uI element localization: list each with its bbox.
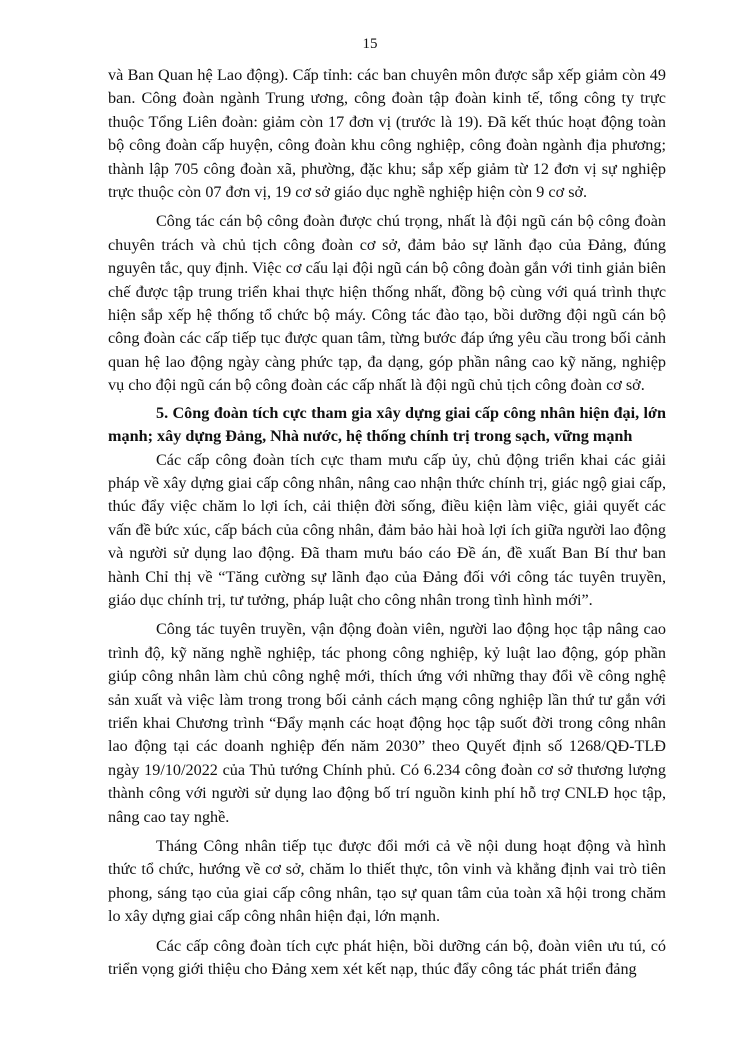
paragraph-staff-work: Công tác cán bộ công đoàn được chú trọng, nhất là đội ngũ cán bộ công đoàn chuyên trách và chủ tịch công đoàn cơ sở, đảm bảo sự lãnh đạo của Đảng, đúng nguyên tắc, quy định. Việc cơ cấu lại đội ngũ cán bộ công đoàn gắn với tinh giản biên chế được tập trung triển khai thực hiện thống nhất, đồng bộ cùng với quá trình thực hiện sắp xếp hệ thống tổ chức bộ máy. Công tác đào tạo, bồi dưỡng đội ngũ cán bộ công đoàn các cấp tiếp tục được quan tâm, từng bước đáp ứng yêu cầu trong bối cảnh quan hệ lao động ngày càng phức tạp, đa dạng, góp phần nâng cao kỹ năng, nghiệp vụ cho đội ngũ cán bộ công đoàn các cấp nhất là đội ngũ chủ tịch công đoàn cơ sở. <box>108 212 666 395</box>
paragraph-party-development: Các cấp công đoàn tích cực phát hiện, bồi dưỡng cán bộ, đoàn viên ưu tú, có triển vọng giới thiệu cho Đảng xem xét kết nạp, thúc đẩy công tác phát triển đảng <box>108 936 666 979</box>
paragraph-advisory: Các cấp công đoàn tích cực tham mưu cấp ủy, chủ động triển khai các giải pháp về xây dựng giai cấp công nhân, nâng cao nhận thức chính trị, giác ngộ giai cấp, thúc đẩy việc chăm lo lợi ích, cải thiện đời sống, điều kiện làm việc, giải quyết các vấn đề bức xúc, cấp bách của công nhân, đảm bảo hài hoà lợi ích giữa người lao động và người sử dụng lao động. Đã tham mưu báo cáo Đề án, đề xuất Ban Bí thư ban hành Chỉ thị về “Tăng cường sự lãnh đạo của Đảng đối với công tác tuyên truyền, giáo dục chính trị, tư tưởng, pháp luật cho công nhân trong tình hình mới”. <box>108 450 666 609</box>
paragraph-propaganda: Công tác tuyên truyền, vận động đoàn viên, người lao động học tập nâng cao trình độ, kỹ năng nghề nghiệp, tác phong công nghiệp, kỷ luật lao động, góp phần giúp công nhân làm chủ công nghệ mới, thích ứng với những thay đổi về công nghệ sản xuất và việc làm trong trong bối cảnh cách mạng công nghiệp lần thứ tư gắn với triển khai Chương trình “Đẩy mạnh các hoạt động học tập suốt đời trong công nhân lao động tại các doanh nghiệp đến năm 2030” theo Quyết định số 1268/QĐ-TLĐ ngày 19/10/2022 của Thủ tướng Chính phủ. Có 6.234 công đoàn cơ sở thương lượng thành công với người sử dụng lao động bố trí nguồn kinh phí hỗ trợ CNLĐ học tập, nâng cao tay nghề. <box>108 620 666 826</box>
page-number: 15 <box>362 36 378 52</box>
paragraph-workers-month: Tháng Công nhân tiếp tục được đổi mới cả về nội dung hoạt động và hình thức tổ chức, hướng về cơ sở, chăm lo thiết thực, tôn vinh và khẳng định vai trò tiên phong, sáng tạo của giai cấp công nhân, tạo sự quan tâm của toàn xã hội trong chăm lo xây dựng giai cấp công nhân hiện đại, lớn mạnh. <box>108 837 666 926</box>
paragraph-continuation: và Ban Quan hệ Lao động). Cấp tỉnh: các ban chuyên môn được sắp xếp giảm còn 49 ban. Công đoàn ngành Trung ương, công đoàn tập đoàn kinh tế, tổng công ty trực thuộc Tổng Liên đoàn: giảm còn 17 đơn vị (trước là 19). Đã kết thúc hoạt động toàn bộ công đoàn cấp huyện, công đoàn khu công nghiệp, công đoàn ngành địa phương; thành lập 705 công đoàn xã, phường, đặc khu; sắp xếp giảm từ 12 đơn vị sự nghiệp trực thuộc còn 07 đơn vị, 19 cơ sở giáo dục nghề nghiệp hiện còn 9 cơ sở. <box>108 66 666 202</box>
document-body <box>108 64 666 981</box>
section-heading: 5. Công đoàn tích cực tham gia xây dựng giai cấp công nhân hiện đại, lớn mạnh; xây dựng Đảng, Nhà nước, hệ thống chính trị trong sạch, vững mạnh <box>108 403 666 446</box>
